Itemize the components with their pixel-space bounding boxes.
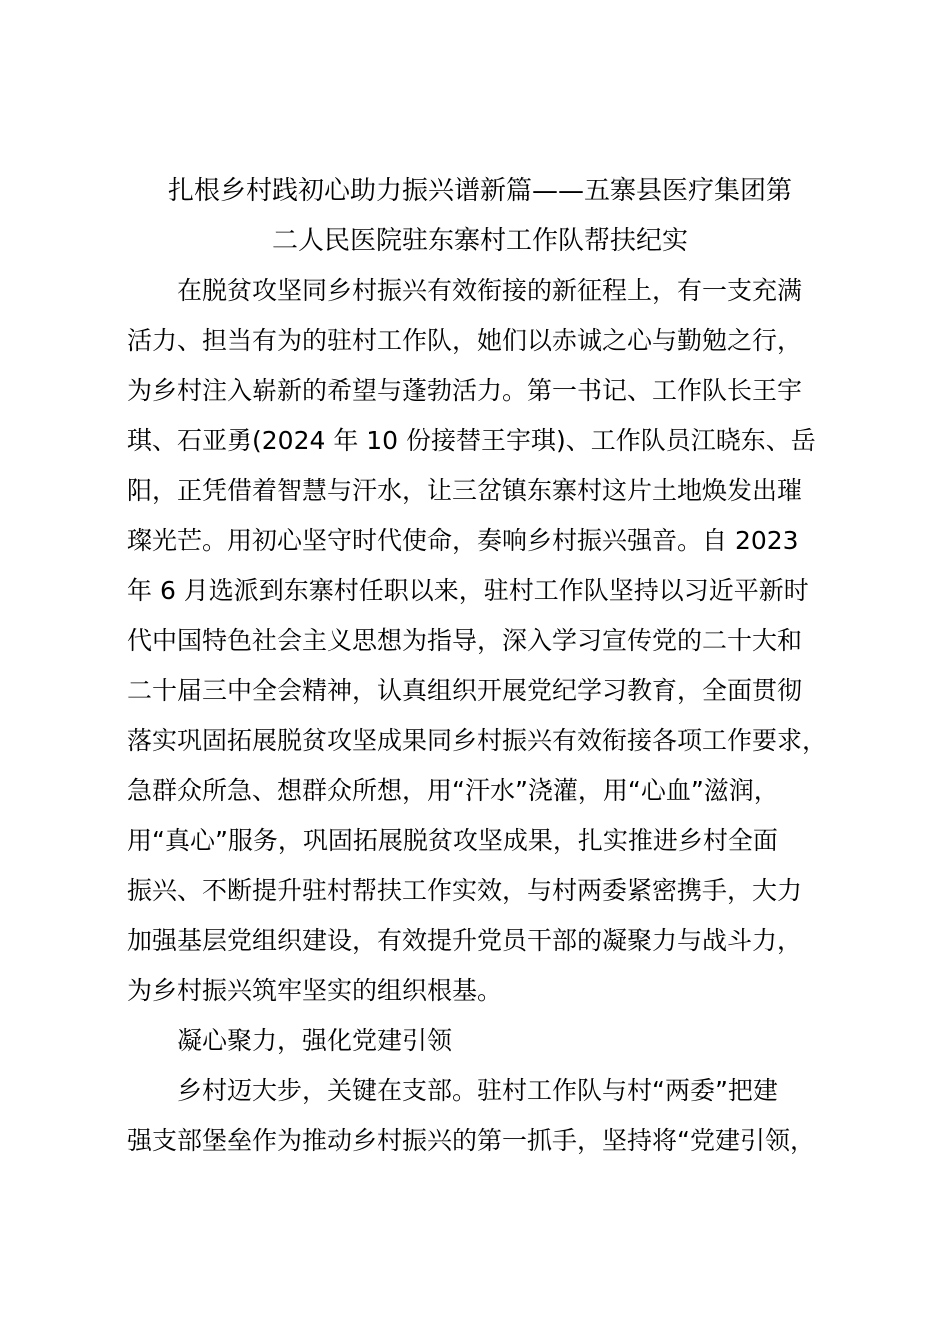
paragraph-1-line: 年 6 月选派到东寨村任职以来，驻村工作队坚持以习近平新时 <box>127 576 809 605</box>
title-line-2: 二人民医院驻东寨村工作队帮扶纪实 <box>271 226 688 256</box>
title-line-1: 扎根乡村践初心助力振兴谱新篇——五寨县医疗集团第 <box>167 176 792 206</box>
paragraph-1-line: 璨光芒。用初心坚守时代使命，奏响乡村振兴强音。自 2023 <box>127 526 799 555</box>
paragraph-1-line: 在脱贫攻坚同乡村振兴有效衔接的新征程上，有一支充满 <box>177 276 803 305</box>
paragraph-1-line: 急群众所急、想群众所想，用“汗水”浇灌，用“心血”滋润， <box>127 776 779 805</box>
paragraph-1-line: 加强基层党组织建设，有效提升党员干部的凝聚力与战斗力， <box>127 926 803 955</box>
paragraph-2-line: 乡村迈大步，关键在支部。驻村工作队与村“两委”把建 <box>177 1076 778 1105</box>
paragraph-1-line: 代中国特色社会主义思想为指导，深入学习宣传党的二十大和 <box>127 626 803 655</box>
section-heading: 凝心聚力，强化党建引领 <box>177 1026 453 1055</box>
paragraph-1-line: 活力、担当有为的驻村工作队，她们以赤诚之心与勤勉之行， <box>127 326 803 355</box>
document-title <box>127 166 833 266</box>
paragraph-2-line: 强支部堡垒作为推动乡村振兴的第一抓手，坚持将“党建引领， <box>127 1126 815 1155</box>
paragraph-1-line: 为乡村注入崭新的希望与蓬勃活力。第一书记、工作队长王宇 <box>127 376 803 405</box>
paragraph-1-line: 振兴、不断提升驻村帮扶工作实效，与村两委紧密携手，大力 <box>127 876 803 905</box>
paragraph-1-line: 阳，正凭借着智慧与汗水，让三岔镇东寨村这片土地焕发出璀 <box>127 476 803 505</box>
paragraph-1-line: 琪、石亚勇(2024 年 10 份接替王宇琪)、工作队员江晓东、岳 <box>127 426 816 455</box>
paragraph-2 <box>127 1066 833 1166</box>
document-body <box>127 166 833 1166</box>
paragraph-1-line: 二十届三中全会精神，认真组织开展党纪学习教育，全面贯彻 <box>127 676 803 705</box>
paragraph-1-line: 为乡村振兴筑牢坚实的组织根基。 <box>127 976 503 1005</box>
paragraph-1 <box>127 266 833 1016</box>
paragraph-1-line: 用“真心”服务，巩固拓展脱贫攻坚成果，扎实推进乡村全面 <box>127 826 778 855</box>
paragraph-1-line: 落实巩固拓展脱贫攻坚成果同乡村振兴有效衔接各项工作要求， <box>127 726 828 755</box>
